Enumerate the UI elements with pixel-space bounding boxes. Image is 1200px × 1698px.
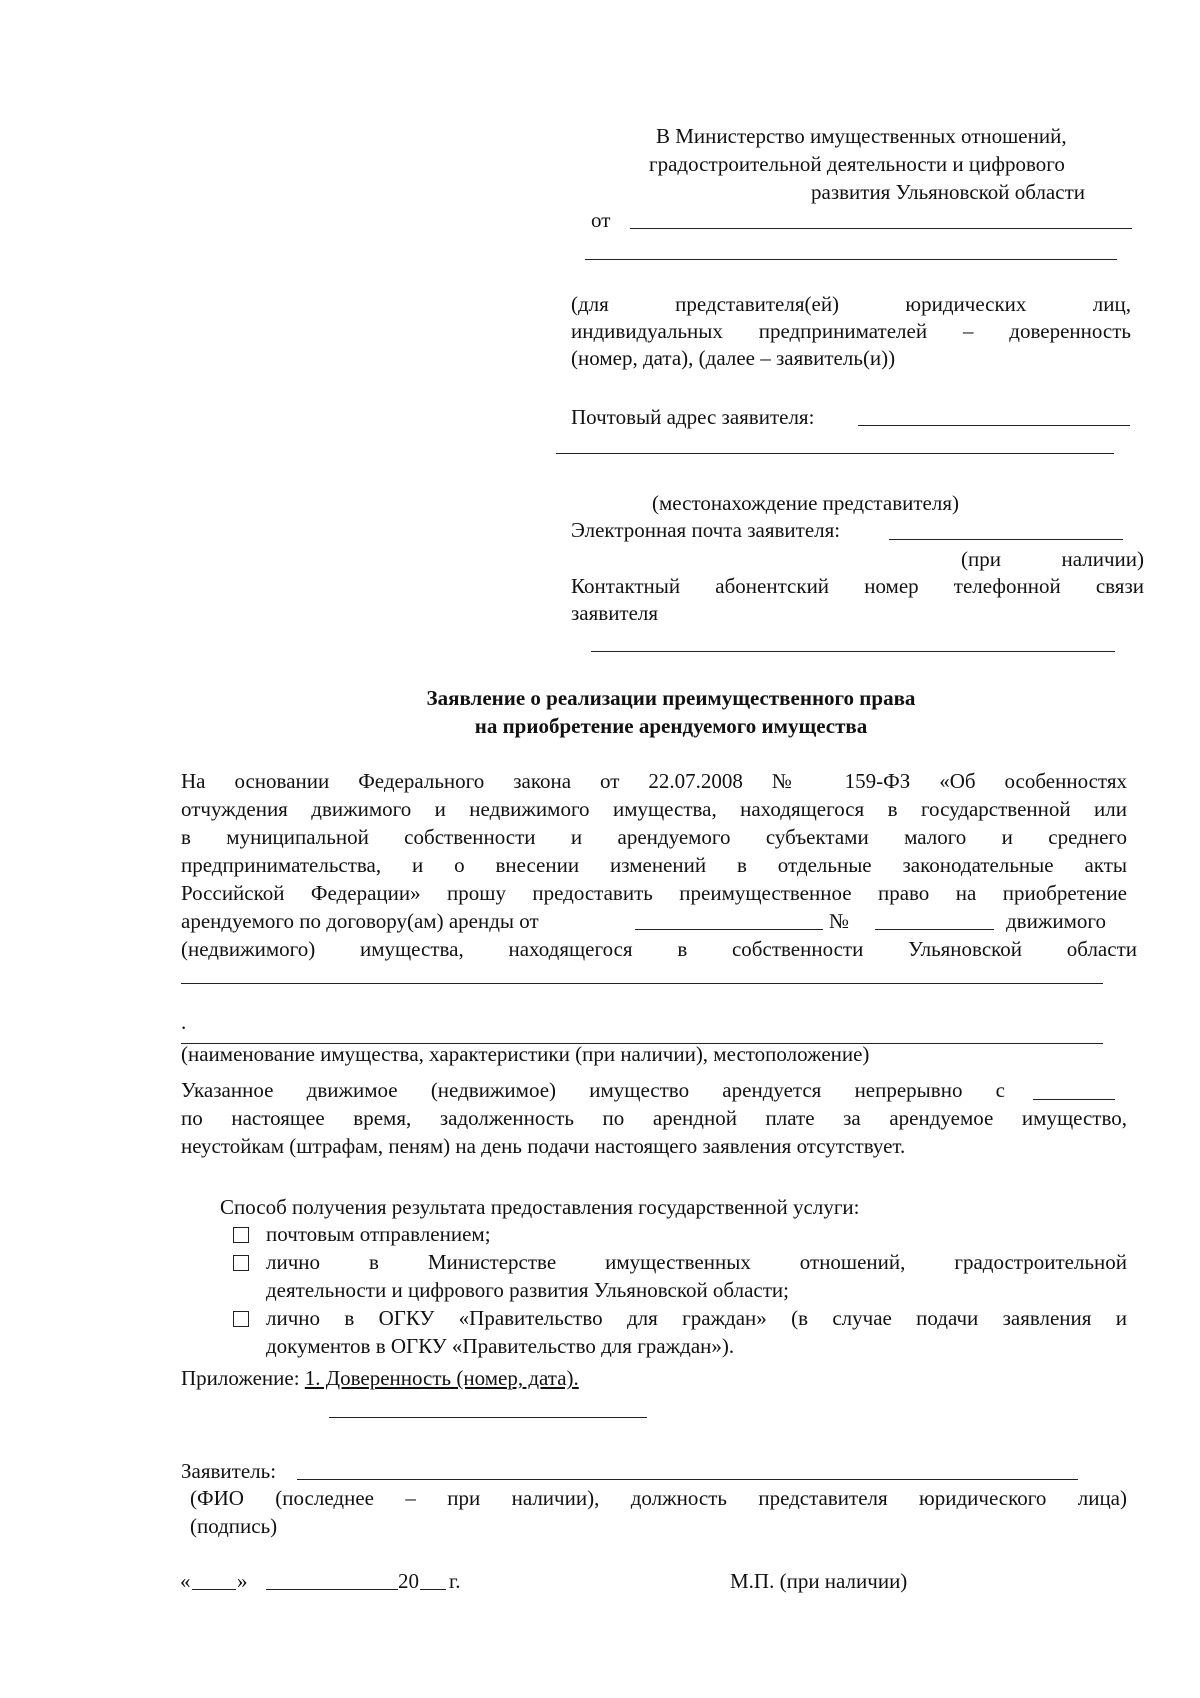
body-p1-line-7: (недвижимого) имущества, находящегося в собственности Ульяновской области [181,937,1137,961]
body-p1-line-6-start: арендуемого по договору(ам) аренды от [181,909,539,933]
date-year-field-line[interactable] [420,1589,446,1590]
lease-start-field-line[interactable] [1033,1099,1115,1100]
if-any-note: (при наличии) [961,547,1144,571]
delivery-option-ogku-line-1: лично в ОГКУ «Правительство для граждан» (в случае подачи заявления и [266,1306,1127,1330]
document-title-line-2: на приобретение арендуемого имущества [474,714,868,738]
attachment-label: Приложение: [181,1366,300,1390]
applicant-caption-line-2: (подпись) [190,1514,278,1538]
body-p1-line-1: На основании Федерального закона от 22.07.2008 № 159-ФЗ «Об особенностях [181,769,1127,793]
delivery-option-ministry-line-1: лично в Министерстве имущественных отношений, градостроительной [266,1250,1127,1274]
representative-note-line-2: индивидуальных предпринимателей – доверенность [571,319,1131,343]
date-month-field-line[interactable] [266,1589,398,1590]
attachment-signature-line[interactable] [329,1417,647,1418]
delivery-option-mail-checkbox[interactable] [233,1227,249,1243]
email-field-line[interactable] [889,539,1123,540]
body-p1-line-6-end: движимого [1006,909,1106,933]
applicant-label: Заявитель: [181,1459,277,1483]
date-year-prefix: 20 [398,1569,419,1593]
email-label: Электронная почта заявителя: [571,518,841,542]
phone-label-line-1: Контактный абонентский номер телефонной связи [571,574,1144,598]
contract-date-field-line[interactable] [635,929,823,930]
phone-label-line-2: заявителя [571,601,659,625]
date-year-suffix: г. [449,1569,461,1593]
delivery-option-ogku-line-2: документов в ОГКУ «Правительство для граждан»). [266,1334,735,1358]
from-field-line-2[interactable] [585,259,1117,260]
body-p1-line-5: Российской Федерации» прошу предоставить преимущественное право на приобретение [181,881,1127,905]
phone-field-line[interactable] [591,651,1115,652]
body-p1-line-4: предпринимательства, и о внесении изменений в отдельные законодательные акты [181,853,1127,877]
location-note: (местонахождение представителя) [652,491,959,515]
from-field-line[interactable] [630,228,1132,229]
body-p2-line-2: по настоящее время, задолженность по арендной плате за арендуемое имущество, [181,1106,1127,1130]
date-day-field-line[interactable] [192,1589,236,1590]
property-field-line[interactable] [181,983,1103,984]
postal-address-field-line-2[interactable] [556,453,1114,454]
representative-note-line-1: (для представителя(ей) юридических лиц, [571,292,1131,316]
property-caption: (наименование имущества, характеристики (при наличии), местоположение) [181,1042,870,1066]
property-dot: . [181,1010,187,1034]
applicant-field-line[interactable] [297,1479,1078,1480]
date-quote-close: » [237,1569,248,1593]
delivery-option-ministry-line-2: деятельности и цифрового развития Ульяновской области; [266,1278,789,1302]
attachment-item: 1. Доверенность (номер, дата). [304,1366,579,1390]
addressee-line-1: В Министерство имущественных отношений, [656,124,1067,148]
contract-number-field-line[interactable] [875,929,994,930]
body-p1-line-3: в муниципальной собственности и арендуемого субъектами малого и среднего [181,825,1127,849]
body-p2-line-3: неустойкам (штрафам, пеням) на день подачи настоящего заявления отсутствует. [181,1134,906,1158]
postal-address-field-line[interactable] [858,425,1130,426]
delivery-option-ogku-checkbox[interactable] [233,1311,249,1327]
attachment-line [181,1364,579,1392]
from-label: от [591,208,611,232]
stamp-note: М.П. (при наличии) [730,1569,908,1593]
applicant-caption-line-1: (ФИО (последнее – при наличии), должность представителя юридического лица) [190,1486,1127,1510]
delivery-heading: Способ получения результата предоставления государственной услуги: [220,1195,860,1219]
body-p1-line-2: отчуждения движимого и недвижимого имущества, находящегося в государственной или [181,797,1127,821]
addressee-line-3: развития Ульяновской области [811,180,1085,204]
addressee-line-2: градостроительной деятельности и цифрового [649,152,1065,176]
postal-address-label: Почтовый адрес заявителя: [571,405,815,429]
contract-number-sign: № [829,909,850,933]
delivery-option-ministry-checkbox[interactable] [233,1255,249,1271]
document-title-line-1: Заявление о реализации преимущественного права [426,686,916,710]
delivery-option-mail-label: почтовым отправлением; [266,1222,491,1246]
body-p2-line-1: Указанное движимое (недвижимое) имущество арендуется непрерывно с [181,1078,1005,1102]
representative-note-line-3: (номер, дата), (далее – заявитель(и)) [571,346,896,370]
date-quote-open: « [180,1569,191,1593]
